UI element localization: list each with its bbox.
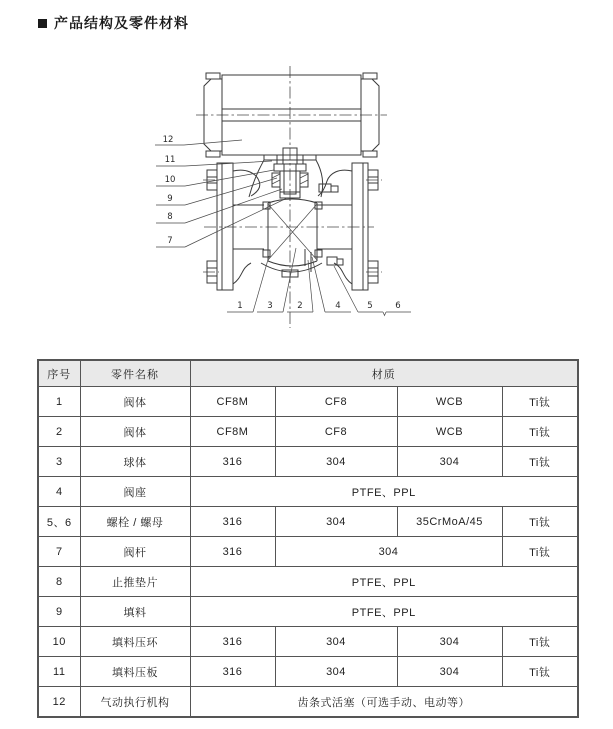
centerlines — [196, 66, 387, 328]
callout-10: 10 — [164, 175, 176, 185]
ball-cross-lines — [268, 204, 317, 260]
callout-7: 7 — [167, 236, 173, 246]
section-bullet-icon — [38, 19, 47, 28]
material-cell: PTFE、PPL — [190, 597, 578, 627]
header-part-name: 零件名称 — [80, 360, 190, 387]
part-name-cell: 气动执行机构 — [80, 687, 190, 718]
table-row — [38, 417, 578, 447]
part-name-cell: 阀座 — [80, 477, 190, 507]
part-name-cell: 填料压环 — [80, 627, 190, 657]
material-cell: PTFE、PPL — [190, 477, 578, 507]
header-material: 材质 — [190, 360, 578, 387]
part-name-cell: 阀体 — [80, 387, 190, 417]
table-row — [38, 627, 578, 657]
part-no-cell: 7 — [38, 537, 80, 567]
page-title: 产品结构及零件材料 — [54, 15, 189, 31]
material-cell: 316 — [190, 627, 275, 657]
part-no-cell: 10 — [38, 627, 80, 657]
material-cell: CF8 — [275, 417, 397, 447]
table-row — [38, 687, 578, 718]
material-cell: WCB — [397, 417, 502, 447]
material-cell: 304 — [397, 447, 502, 477]
callout-12: 12 — [162, 135, 174, 145]
part-no-cell: 5、6 — [38, 507, 80, 537]
part-name-cell: 阀体 — [80, 417, 190, 447]
table-row — [38, 567, 578, 597]
material-cell: 304 — [275, 537, 502, 567]
table-header-row — [38, 360, 578, 387]
part-name-cell: 球体 — [80, 447, 190, 477]
part-no-cell: 1 — [38, 387, 80, 417]
parts-table-body — [38, 387, 578, 718]
parts-table — [37, 359, 579, 718]
material-cell: 316 — [190, 657, 275, 687]
table-row — [38, 507, 578, 537]
part-no-cell: 3 — [38, 447, 80, 477]
actuator — [204, 73, 379, 157]
material-cell: Ti钛 — [502, 447, 578, 477]
table-row — [38, 447, 578, 477]
callout-6: 6 — [395, 301, 401, 311]
material-cell: 304 — [397, 657, 502, 687]
callout-8: 8 — [167, 212, 173, 222]
material-cell: Ti钛 — [502, 417, 578, 447]
part-no-cell: 2 — [38, 417, 80, 447]
table-row — [38, 387, 578, 417]
part-no-cell: 8 — [38, 567, 80, 597]
material-cell: Ti钛 — [502, 507, 578, 537]
material-cell: 304 — [275, 447, 397, 477]
header-no: 序号 — [38, 360, 80, 387]
valve-drawing — [0, 30, 613, 360]
part-name-cell: 螺栓 / 螺母 — [80, 507, 190, 537]
callout-leaders — [155, 140, 411, 316]
part-name-cell: 阀杆 — [80, 537, 190, 567]
material-cell: 35CrMoA/45 — [397, 507, 502, 537]
part-name-cell: 填料 — [80, 597, 190, 627]
material-cell: 316 — [190, 537, 275, 567]
material-cell: Ti钛 — [502, 657, 578, 687]
callout-5: 5 — [367, 301, 373, 311]
material-cell: 304 — [275, 507, 397, 537]
part-no-cell: 9 — [38, 597, 80, 627]
material-cell: CF8M — [190, 417, 275, 447]
material-cell: 304 — [275, 657, 397, 687]
material-cell: CF8 — [275, 387, 397, 417]
material-cell: PTFE、PPL — [190, 567, 578, 597]
table-row — [38, 597, 578, 627]
material-cell: WCB — [397, 387, 502, 417]
part-name-cell: 填料压板 — [80, 657, 190, 687]
callout-2: 2 — [297, 301, 303, 311]
material-cell: Ti钛 — [502, 387, 578, 417]
material-cell: Ti钛 — [502, 627, 578, 657]
callout-1: 1 — [237, 301, 243, 311]
material-cell: 304 — [275, 627, 397, 657]
material-cell: 304 — [397, 627, 502, 657]
part-no-cell: 4 — [38, 477, 80, 507]
part-no-cell: 11 — [38, 657, 80, 687]
material-cell: Ti钛 — [502, 537, 578, 567]
table-row — [38, 537, 578, 567]
valve-body — [207, 163, 378, 290]
callout-9: 9 — [167, 194, 173, 204]
material-cell: 316 — [190, 507, 275, 537]
material-cell: 316 — [190, 447, 275, 477]
callout-4: 4 — [335, 301, 341, 311]
part-no-cell: 12 — [38, 687, 80, 718]
table-row — [38, 657, 578, 687]
table-row — [38, 477, 578, 507]
callout-11: 11 — [164, 155, 176, 165]
callout-3: 3 — [267, 301, 273, 311]
material-cell: 齿条式活塞（可选手动、电动等） — [190, 687, 578, 718]
part-name-cell: 止推垫片 — [80, 567, 190, 597]
material-cell: CF8M — [190, 387, 275, 417]
